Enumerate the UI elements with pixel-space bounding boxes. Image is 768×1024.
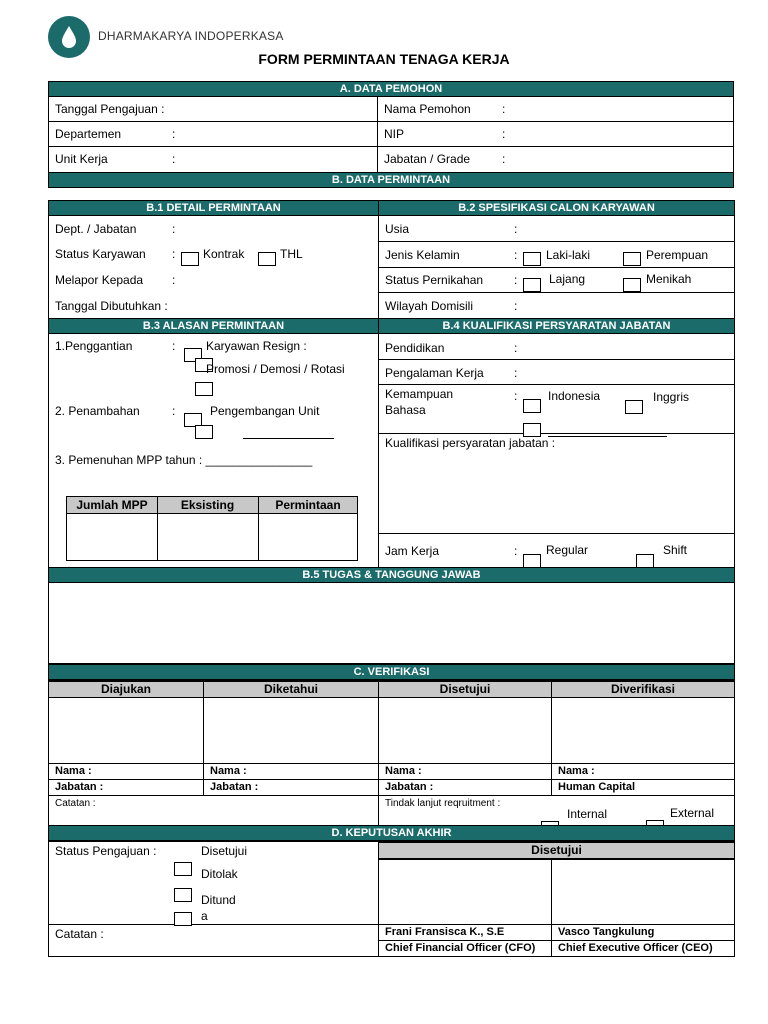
indonesia-checkbox[interactable]: [523, 399, 541, 413]
inggris-checkbox[interactable]: [625, 400, 643, 414]
b2-header: B.2 SPESIFIKASI CALON KARYAWAN: [378, 200, 735, 216]
b5-header: B.5 TUGAS & TANGGUNG JAWAB: [48, 567, 735, 583]
menikah-checkbox[interactable]: [623, 278, 641, 292]
section-b-header: B. DATA PERMINTAAN: [48, 172, 734, 188]
page-title: FORM PERMINTAAN TENAGA KERJA: [258, 51, 510, 67]
section-c-header: C. VERIFIKASI: [48, 664, 735, 680]
nip-label: NIP: [384, 127, 405, 141]
b1-header: B.1 DETAIL PERMINTAAN: [48, 200, 379, 216]
brand-name: DHARMAKARYA INDOPERKASA: [98, 29, 284, 43]
thl-checkbox[interactable]: [258, 252, 276, 266]
mpp-table: Jumlah MPP Eksisting Permintaan: [66, 496, 358, 561]
jabatan-grade-label: Jabatan / Grade: [384, 152, 471, 166]
departemen-label: Departemen: [55, 127, 122, 141]
rotasi-checkbox[interactable]: [195, 382, 213, 396]
perempuan-checkbox[interactable]: [623, 252, 641, 266]
nama-pemohon-label: Nama Pemohon: [384, 102, 471, 116]
kontrak-checkbox[interactable]: [181, 252, 199, 266]
ditolak-checkbox[interactable]: [174, 862, 192, 876]
section-a-header: A. DATA PEMOHON: [48, 81, 734, 97]
laki-laki-checkbox[interactable]: [523, 252, 541, 266]
regular-checkbox[interactable]: [523, 554, 541, 568]
ditunda-checkbox[interactable]: [174, 888, 192, 902]
penambahan-lain-checkbox[interactable]: [195, 425, 213, 439]
tanggal-pengajuan-label: Tanggal Pengajuan :: [55, 102, 165, 116]
section-d-header: D. KEPUTUSAN AKHIR: [48, 825, 735, 841]
disetujui-checkbox[interactable]: [174, 912, 192, 926]
lajang-checkbox[interactable]: [523, 278, 541, 292]
b4-header: B.4 KUALIFIKASI PERSYARATAN JABATAN: [378, 318, 735, 334]
bahasa-lain-checkbox[interactable]: [523, 423, 541, 437]
unit-kerja-label: Unit Kerja: [55, 152, 108, 166]
b3-header: B.3 ALASAN PERMINTAAN: [48, 318, 379, 334]
shift-checkbox[interactable]: [636, 554, 654, 568]
tugas-area[interactable]: [48, 582, 735, 664]
